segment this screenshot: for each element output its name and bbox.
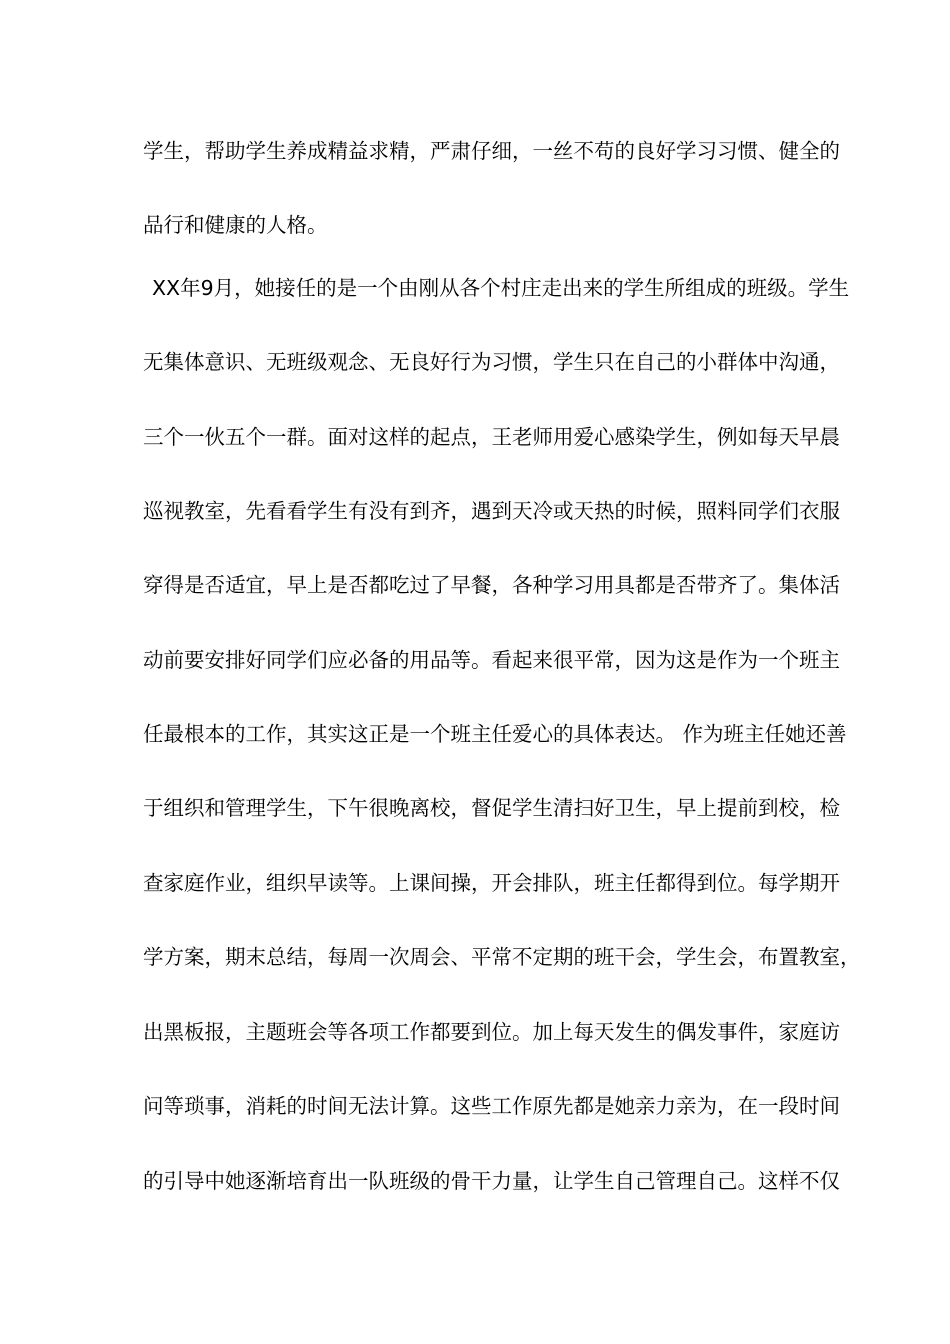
text-line: XX年9月，她接任的是一个由刚从各个村庄走出来的学生所组成的班级。学生 <box>152 276 850 300</box>
text-line: 问等琐事，消耗的时间无法计算。这些工作原先都是她亲力亲为，在一段时间 <box>143 1094 840 1118</box>
text-line: 无集体意识、无班级观念、无良好行为习惯，学生只在自己的小群体中沟通， <box>143 350 840 374</box>
text-line: 品行和健康的人格。 <box>143 213 328 237</box>
text-line: 学生，帮助学生养成精益求精，严肃仔细，一丝不苟的良好学习习惯、健全的 <box>143 139 840 163</box>
text-line: 的引导中她逐渐培育出一队班级的骨干力量，让学生自己管理自己。这样不仅 <box>143 1169 840 1193</box>
text-line: 穿得是否适宜，早上是否都吃过了早餐，各种学习用具都是否带齐了。集体活 <box>143 573 840 597</box>
text-line: 于组织和管理学生，下午很晚离校，督促学生清扫好卫生，早上提前到校，检 <box>143 796 840 820</box>
text-line: 出黑板报，主题班会等各项工作都要到位。加上每天发生的偶发事件，家庭访 <box>143 1020 840 1044</box>
text-line: 学方案，期末总结，每周一次周会、平常不定期的班干会，学生会，布置教室， <box>143 945 861 969</box>
text-line: 查家庭作业，组织早读等。上课间操，开会排队，班主任都得到位。每学期开 <box>143 871 840 895</box>
text-line: 三个一伙五个一群。面对这样的起点，王老师用爱心感染学生，例如每天早晨 <box>143 425 840 449</box>
text-line: 巡视教室，先看看学生有没有到齐，遇到天冷或天热的时候，照料同学们衣服 <box>143 499 840 523</box>
text-line: 任最根本的工作，其实这正是一个班主任爱心的具体表达。 作为班主任她还善 <box>143 722 847 746</box>
text-line: 动前要安排好同学们应必备的用品等。看起来很平常，因为这是作为一个班主 <box>143 648 840 672</box>
